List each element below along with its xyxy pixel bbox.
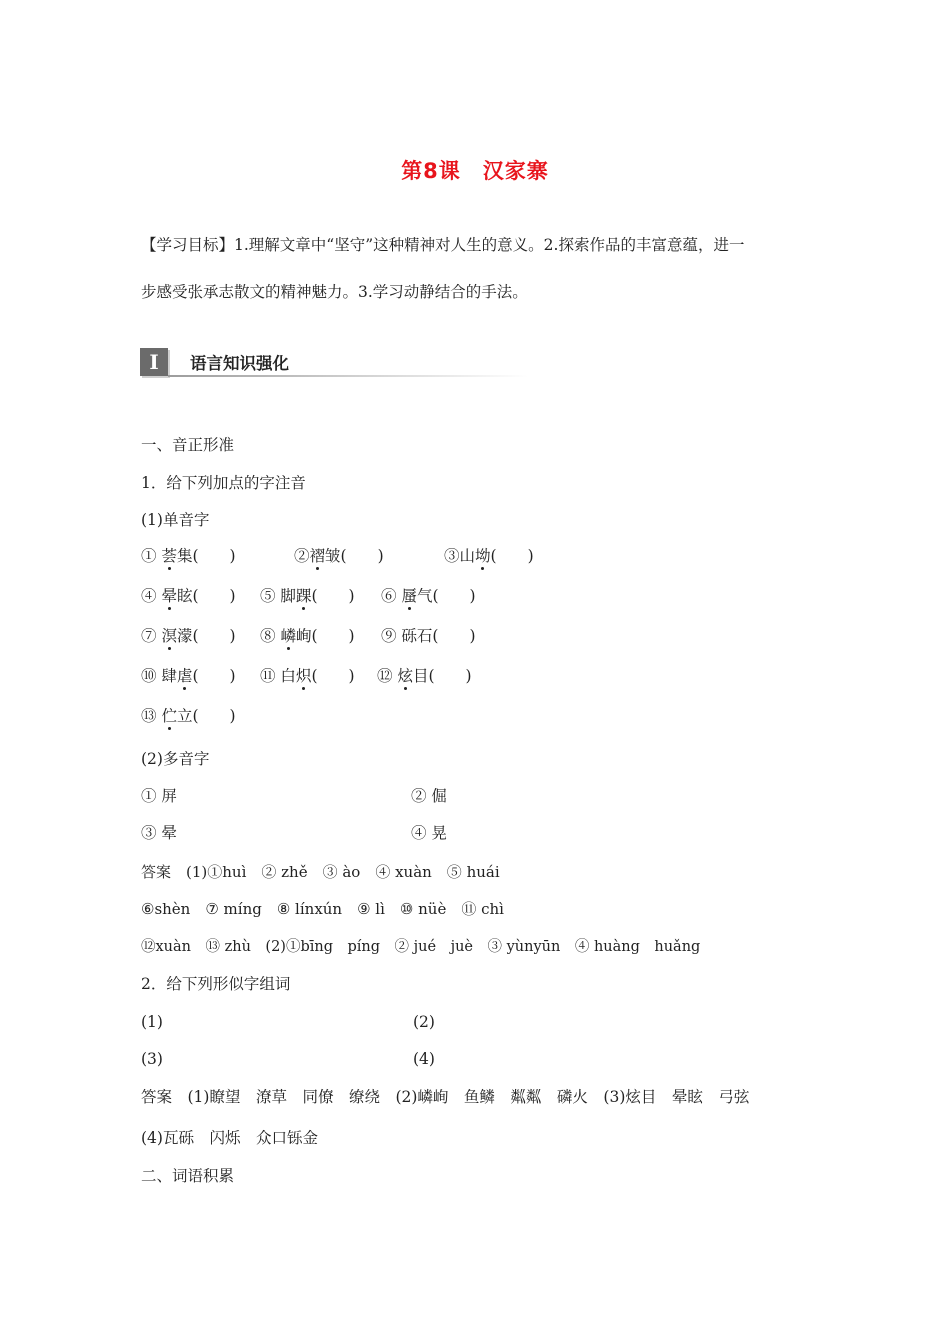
list-item: ④ 晃 (411, 824, 447, 842)
list-item: ② 倔 (411, 787, 447, 805)
goal-tag: 【学习目标】 (141, 236, 235, 254)
learning-goals (141, 233, 813, 257)
answer-line: (4)瓦砾 闪烁 众口铄金 (141, 1129, 318, 1147)
list-item: ⑩ 肆虐( ) (141, 667, 236, 685)
list-item: ⑨ 砾石( ) (381, 627, 476, 645)
section-underline (168, 375, 528, 377)
list-item: ① 屏 (141, 787, 177, 805)
list-item: ⑦ 溟濛( ) (141, 627, 236, 645)
list-item: ⑤ 脚踝( ) (260, 587, 355, 605)
grid-label: (1) (141, 1013, 163, 1031)
grid-label: (4) (413, 1050, 435, 1068)
list-item: ⑫ 炫目( ) (377, 667, 472, 685)
section-title: 语言知识强化 (190, 354, 289, 373)
goal-text-line2: 步感受张承志散文的精神魅力。3.学习动静结合的手法。 (141, 283, 528, 301)
subheading-single: (1)单音字 (141, 511, 210, 529)
part2-heading: 二、词语积累 (141, 1167, 235, 1185)
question-2: 2．给下列形似字组词 (141, 975, 291, 993)
part1-heading: 一、音正形准 (141, 436, 235, 454)
list-item: ③山坳( ) (444, 547, 534, 565)
answer-line: 答案 (1)瞭望 潦草 同僚 缭绕 (2)嶙峋 鱼鳞 粼粼 磷火 (3)炫目 晕眩 弓弦 (141, 1088, 750, 1106)
list-item: ②褶皱( ) (294, 547, 384, 565)
list-item: ④ 晕眩( ) (141, 587, 236, 605)
goal-text-line1: 1.理解文章中“坚守”这种精神对人生的意义。2.探索作品的丰富意蕴，进一 (234, 236, 745, 254)
list-item: ⑥ 蜃气( ) (381, 587, 476, 605)
list-item: ① 荟集( ) (141, 547, 236, 565)
list-item: ⑪ 白炽( ) (260, 667, 355, 685)
section-badge: I (140, 348, 168, 376)
subheading-multi: (2)多音字 (141, 750, 210, 768)
answer-line: ⑥shèn ⑦ míng ⑧ línxún ⑨ lì ⑩ nüè ⑪ chì (141, 900, 504, 918)
question-1: 1．给下列加点的字注音 (141, 474, 306, 492)
list-item: ⑬ 伫立( ) (141, 707, 236, 725)
answer-line: ⑫xuàn ⑬ zhù (2)①bīng píng ② jué juè ③ yùnyūn ④ huàng huǎng (141, 939, 701, 955)
grid-label: (3) (141, 1050, 163, 1068)
grid-label: (2) (413, 1013, 435, 1031)
list-item: ③ 晕 (141, 824, 177, 842)
answer-line: 答案 (1)①huì ② zhě ③ ào ④ xuàn ⑤ huái (141, 863, 500, 881)
page-title: 第8课 汉家寨 (401, 159, 549, 183)
list-item: ⑧ 嶙峋( ) (260, 627, 355, 645)
